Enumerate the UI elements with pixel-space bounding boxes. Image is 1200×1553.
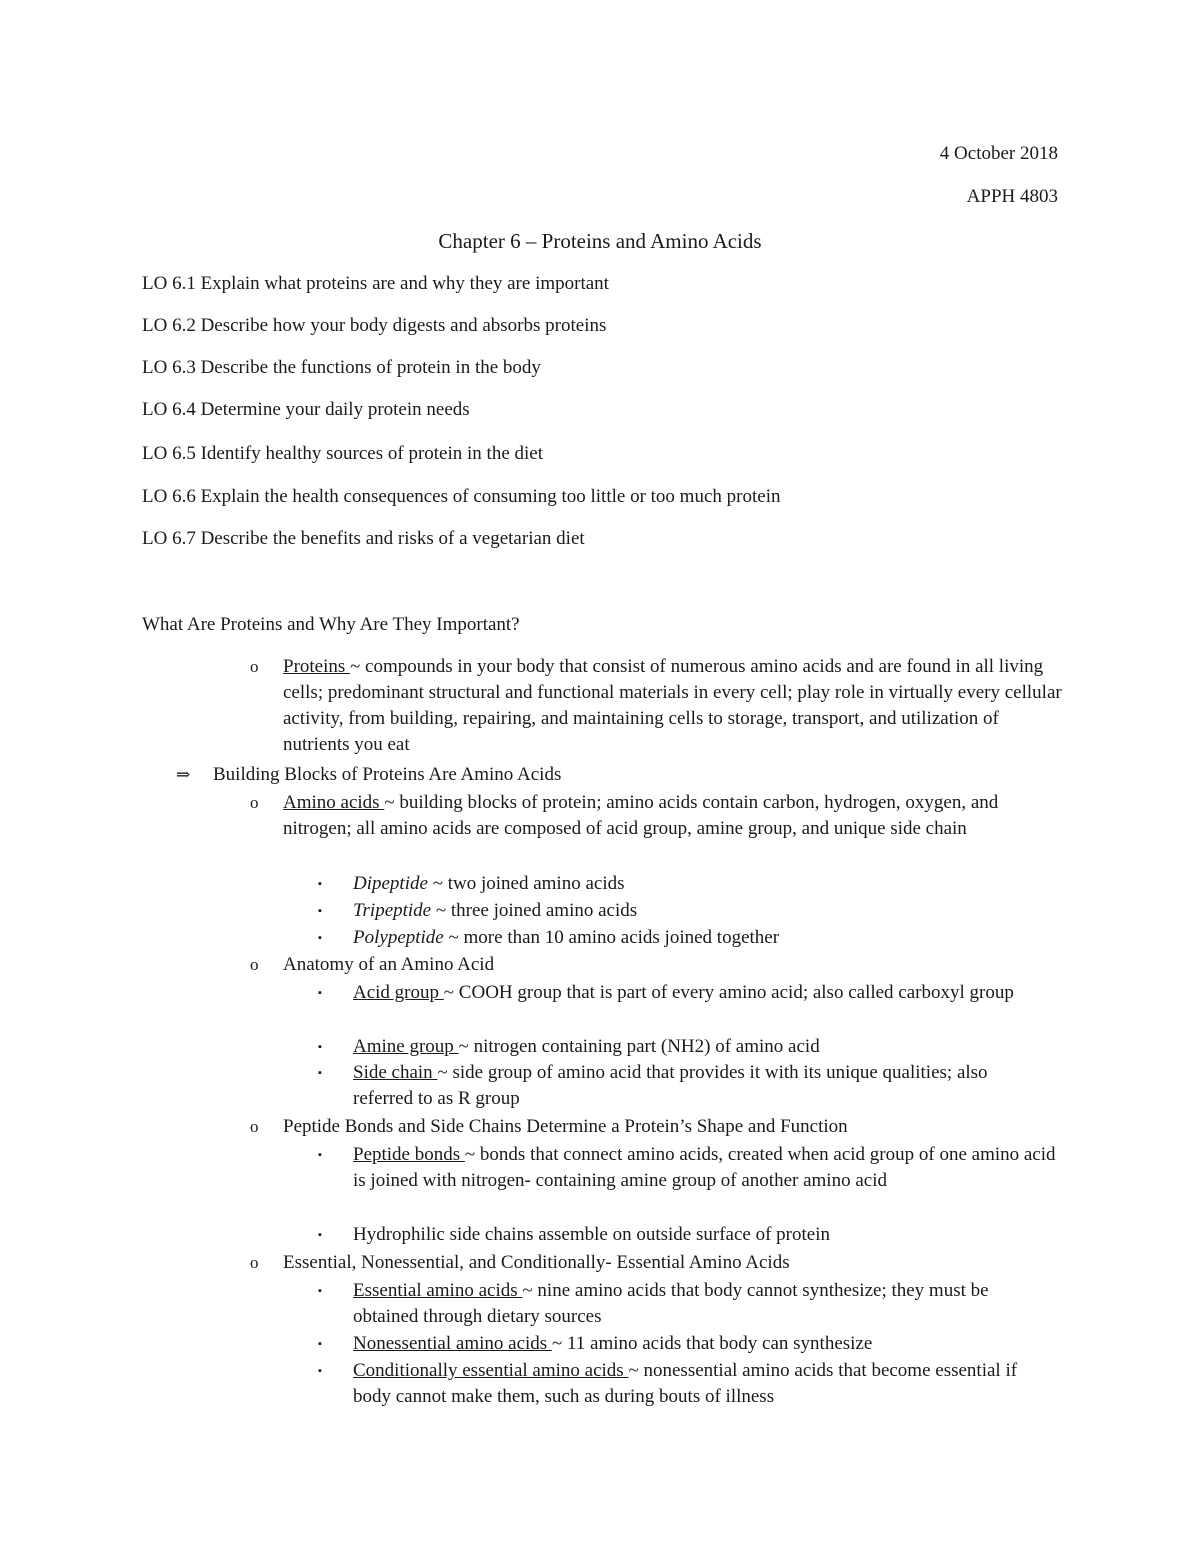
definition-conditional: ~ nonessential amino acids that become essential if body cannot make them, such as during bouts of illness (353, 1360, 1018, 1407)
learning-objective: LO 6.1 Explain what proteins are and why they are important (142, 273, 609, 294)
square-bullet-icon: ▪ (318, 878, 322, 890)
circle-bullet-icon: o (250, 1253, 259, 1272)
square-bullet-icon: ▪ (318, 932, 322, 944)
definition-polypeptide: ~ more than 10 amino acids joined together (443, 927, 780, 948)
definition-proteins: ~ compounds in your body that consist of numerous amino acids and are found in all living cells; predominant structural and functional materials in every cell; play role in virtually every cellular activity, from building, repairing, and maintaining cells to storage, transport, and utilization of nutrients you eat (283, 656, 1062, 755)
dipeptide-note (353, 871, 625, 897)
definition-tripeptide: ~ three joined amino acids (431, 900, 638, 921)
building-blocks-heading: Building Blocks of Proteins Are Amino Acids (213, 764, 562, 785)
square-bullet-icon: ▪ (318, 905, 322, 917)
term-nonessential: Nonessential amino acids (353, 1333, 552, 1354)
proteins-note (283, 654, 1063, 758)
hydrophilic-note: Hydrophilic side chains assemble on outside surface of protein (353, 1224, 830, 1245)
term-conditional: Conditionally essential amino acids (353, 1360, 629, 1381)
polypeptide-note (353, 925, 779, 951)
course-code: APPH 4803 (966, 186, 1058, 207)
essential-heading: Essential, Nonessential, and Conditionally- Essential Amino Acids (283, 1252, 790, 1273)
essential-note (353, 1278, 1058, 1330)
term-proteins: Proteins (283, 656, 351, 677)
definition-essential: ~ nine amino acids that body cannot synthesize; they must be obtained through dietary sources (353, 1280, 989, 1327)
definition-acid-group: ~ COOH group that is part of every amino acid; also called carboxyl group (443, 982, 1014, 1003)
learning-objective: LO 6.7 Describe the benefits and risks of a vegetarian diet (142, 528, 585, 549)
term-peptide-bonds: Peptide bonds (353, 1144, 465, 1165)
square-bullet-icon: ▪ (318, 1229, 322, 1241)
acid-group-note (353, 980, 1058, 1006)
nonessential-note (353, 1331, 872, 1357)
anatomy-heading: Anatomy of an Amino Acid (283, 954, 495, 975)
definition-amine-group: ~ nitrogen containing part (NH2) of amino acid (458, 1036, 820, 1057)
square-bullet-icon: ▪ (318, 1338, 322, 1350)
square-bullet-icon: ▪ (318, 1041, 322, 1053)
circle-bullet-icon: o (250, 1117, 259, 1136)
circle-bullet-icon: o (250, 955, 259, 974)
square-bullet-icon: ▪ (318, 1149, 322, 1161)
definition-peptide-bonds: ~ bonds that connect amino acids, created when acid group of one amino acid is joined with nitrogen- containing amine group of another amino acid (353, 1144, 1056, 1191)
learning-objective: LO 6.2 Describe how your body digests and absorbs proteins (142, 315, 607, 336)
term-side-chain: Side chain (353, 1062, 438, 1083)
definition-side-chain: ~ side group of amino acid that provides it with its unique qualities; also referred to as R group (353, 1062, 988, 1109)
definition-amino-acids: ~ building blocks of protein; amino acids contain carbon, hydrogen, oxygen, and nitrogen; all amino acids are composed of acid group, amine group, and unique side chain (283, 792, 999, 839)
tripeptide-note (353, 898, 637, 924)
square-bullet-icon: ▪ (318, 1067, 322, 1079)
term-amine-group: Amine group (353, 1036, 459, 1057)
term-tripeptide: Tripeptide (353, 900, 432, 921)
date-line: 4 October 2018 (939, 143, 1058, 164)
circle-bullet-icon: o (250, 657, 259, 676)
amine-group-note (353, 1034, 820, 1060)
page-title: Chapter 6 – Proteins and Amino Acids (438, 229, 762, 253)
arrow-bullet-icon: ⇒ (176, 765, 191, 784)
peptide-heading: Peptide Bonds and Side Chains Determine a Protein’s Shape and Function (283, 1116, 848, 1137)
peptide-bonds-note (353, 1142, 1063, 1194)
amino-acids-note (283, 790, 1063, 842)
term-acid-group: Acid group (353, 982, 444, 1003)
definition-dipeptide: ~ two joined amino acids (427, 873, 625, 894)
side-chain-note (353, 1060, 1043, 1112)
section-heading: What Are Proteins and Why Are They Important? (142, 614, 520, 635)
definition-nonessential: ~ 11 amino acids that body can synthesize (551, 1333, 873, 1354)
term-essential: Essential amino acids (353, 1280, 523, 1301)
term-polypeptide: Polypeptide (353, 927, 444, 948)
square-bullet-icon: ▪ (318, 1285, 322, 1297)
learning-objective: LO 6.4 Determine your daily protein needs (142, 399, 470, 420)
square-bullet-icon: ▪ (318, 987, 322, 999)
term-amino-acids: Amino acids (283, 792, 385, 813)
term-dipeptide: Dipeptide (353, 873, 428, 894)
learning-objective: LO 6.5 Identify healthy sources of protein in the diet (142, 443, 544, 464)
circle-bullet-icon: o (250, 793, 259, 812)
square-bullet-icon: ▪ (318, 1365, 322, 1377)
learning-objective: LO 6.6 Explain the health consequences of consuming too little or too much protein (142, 486, 781, 507)
conditional-note (353, 1358, 1023, 1410)
learning-objective: LO 6.3 Describe the functions of protein in the body (142, 357, 541, 378)
